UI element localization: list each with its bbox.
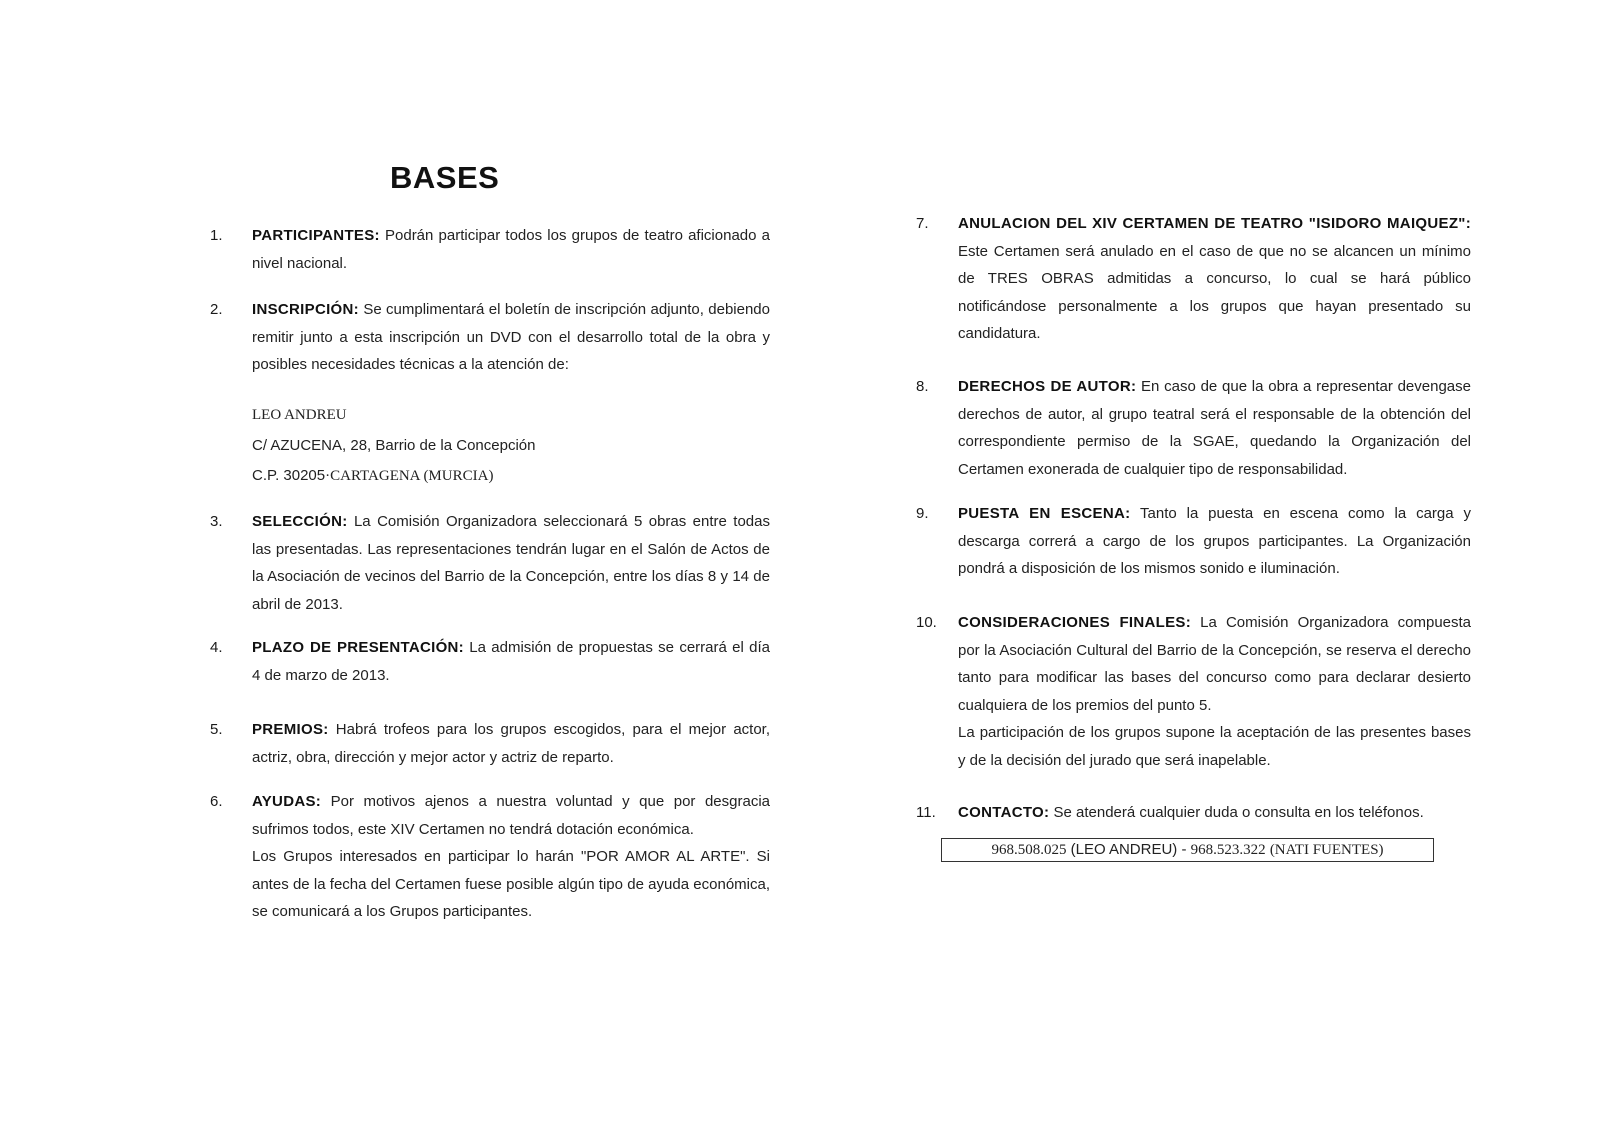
item-label: PLAZO DE PRESENTACIÓN: [252,639,464,656]
address-cp: C.P. 30205 [252,467,326,484]
item-label: CONTACTO: [958,804,1050,821]
item-label: PUESTA EN ESCENA: [958,505,1131,522]
item-label: SELECCIÓN: [252,513,348,530]
item-text: Podrán participar todos los grupos de teatro aficionado a nivel nacional. [252,227,771,272]
page-title: BASES [390,160,500,195]
item-text-extra: La participación de los grupos supone la aceptación de las presentes bases y de la decisión del jurado que será inapelable. [958,724,1471,769]
separator: - [1181,841,1191,858]
item-number: 7. [916,215,929,232]
address-city: ·CARTAGENA (MURCIA) [325,468,494,484]
address-name: LEO ANDREU [252,407,347,423]
list-item [210,508,770,618]
item-label: CONSIDERACIONES FINALES: [958,614,1192,631]
item-label: INSCRIPCIÓN: [252,301,359,318]
contact-phone-box [941,838,1434,862]
item-label: AYUDAS: [252,793,322,810]
phone-number: 968.508.025 [991,842,1067,858]
list-item [210,788,770,926]
item-number: 9. [916,505,929,522]
item-number: 6. [210,793,223,810]
item-text: Este Certamen será anulado en el caso de que no se alcancen un mínimo de TRES OBRAS admitidas a concurso, lo cual se hará público notificándose personalmente a los grupos que hayan presentado su candidatura. [958,242,1471,342]
item-number: 5. [210,721,223,738]
item-text: Tanto la puesta en escena como la carga y descarga correrá a cargo de los grupos participantes. La Organización pondrá a disposición de los mismos sonido e iluminación. [958,505,1471,577]
list-item [210,716,770,771]
item-number: 8. [916,378,929,395]
item-number: 11. [916,804,936,821]
item-text: Por motivos ajenos a nuestra voluntad y que por desgracia sufrimos todos, este XIV Certamen no tendrá dotación económica. [252,793,771,838]
list-item [916,799,1471,827]
item-number: 3. [210,513,223,530]
address-street: C/ AZUCENA, 28, Barrio de la Concepción [252,437,536,454]
item-label: PARTICIPANTES: [252,227,380,244]
list-item [916,609,1471,774]
item-number: 4. [210,639,223,656]
item-label: ANULACION DEL XIV CERTAMEN DE TEATRO "ISIDORO MAIQUEZ": [958,215,1471,232]
list-item [916,210,1471,348]
item-text: Se cumplimentará el boletín de inscripción adjunto, debiendo remitir junto a esta inscripción un DVD con el desarrollo total de la obra y posibles necesidades técnicas a la atención de: [252,301,770,373]
item-text: La admisión de propuestas se cerrará el día 4 de marzo de 2013. [252,639,771,684]
item-text: En caso de que la obra a representar devengase derechos de autor, al grupo teatral será el responsable de la obtención del correspondiente permiso de la SGAE, quedando la Organización del Certamen exonerada de cualquier tipo de responsabilidad. [958,378,1471,478]
item-text: La Comisión Organizadora seleccionará 5 obras entre todas las presentadas. Las representaciones tendrán lugar en el Salón de Actos de la Asociación de vecinos del Barrio de la Concepción, entre los días 8 y 14 de abril de 2013. [252,513,770,613]
list-item [210,222,770,277]
address-city-line [252,461,493,491]
item-text: Habrá trofeos para los grupos escogidos, para el mejor actor, actriz, obra, dirección y mejor actor y actriz de reparto. [252,721,771,766]
item-text: Se atenderá cualquier duda o consulta en los teléfonos. [1053,804,1424,821]
list-item [916,500,1471,583]
item-text: La Comisión Organizadora compuesta por la Asociación Cultural del Barrio de la Concepción, se reserva el derecho tanto para modificar las bases del concurso como para declarar desierto cualquiera de los premios del punto 5. [958,614,1472,714]
list-item [210,634,770,689]
list-item [210,296,770,379]
list-item [916,373,1471,483]
item-number: 2. [210,301,223,318]
item-number: 10. [916,614,937,631]
item-text-extra: Los Grupos interesados en participar lo harán "POR AMOR AL ARTE". Si antes de la fecha del Certamen fuese posible algún tipo de ayuda económica, se comunicará a los Grupos participantes. [252,848,770,920]
phone-number: 968.523.322 [1190,842,1266,858]
item-number: 1. [210,227,223,244]
contact-name: (NATI FUENTES) [1269,842,1384,858]
item-label: PREMIOS: [252,721,329,738]
contact-name: (LEO ANDREU) [1070,841,1178,858]
item-label: DERECHOS DE AUTOR: [958,378,1137,395]
